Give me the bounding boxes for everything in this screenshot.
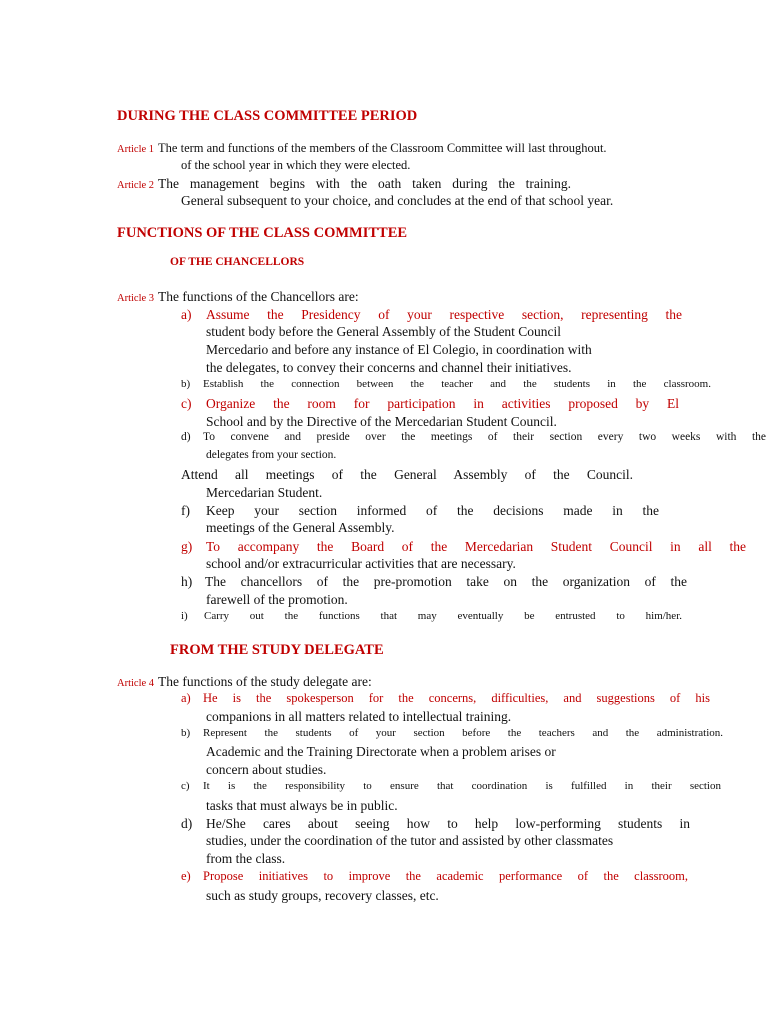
art4-item-b-marker: b) <box>181 727 191 739</box>
art3-item-a-line-1: Assume the Presidency of your respective section, representing the <box>206 308 682 322</box>
art3-item-f-line-1: Keep your section informed of the decisions made in the <box>206 504 659 518</box>
art4-item-b-line-1: Represent the students of your section before the teachers and the administration. <box>203 728 723 739</box>
art4-item-e-marker: e) <box>181 869 191 883</box>
art4-item-c-marker: c) <box>181 780 190 792</box>
art4-item-b-line-2: Academic and the Training Directorate when a problem arises or <box>206 744 556 759</box>
article-2-line-1 <box>117 177 571 192</box>
art3-item-g-marker: g) <box>181 539 193 554</box>
art4-item-d-line-2: studies, under the coordination of the tutor and assisted by other classmates <box>206 833 614 848</box>
art3-item-h-line-1: The chancellors of the pre-promotion take on the organization of the <box>205 575 687 589</box>
article-4-intro <box>117 675 372 690</box>
art4-item-b-line-3: concern about studies. <box>206 762 327 777</box>
art3-item-a-marker: a) <box>181 307 192 322</box>
heading-chancellors: OF THE CHANCELLORS <box>170 256 305 268</box>
art3-item-d-line-1: To convene and preside over the meetings of their section every two weeks with the <box>203 432 766 443</box>
article-1-line-2: of the school year in which they were elected. <box>181 158 411 172</box>
article-3-intro <box>117 290 359 305</box>
art3-item-f-line-2: meetings of the General Assembly. <box>206 520 395 535</box>
article-2-line-2: General subsequent to your choice, and concludes at the end of that school year. <box>181 193 614 208</box>
art4-item-a-line-1: He is the spokesperson for the concerns, difficulties, and suggestions of his <box>203 692 710 705</box>
art3-item-c-marker: c) <box>181 396 192 411</box>
art3-item-h-line-2: farewell of the promotion. <box>206 592 348 607</box>
art3-item-g-line-1: To accompany the Board of the Mercedarian Student Council in all the <box>206 540 746 554</box>
art4-item-e-line-1: Propose initiatives to improve the academic performance of the classroom, <box>203 870 688 883</box>
article-3-label: Article 3 <box>117 293 155 304</box>
art3-item-e-line-1: Attend all meetings of the General Assembly of the Council. <box>181 468 633 482</box>
art3-item-e-line-2: Mercedarian Student. <box>206 485 323 500</box>
article-3-intro-text: The functions of the Chancellors are: <box>158 289 359 304</box>
art3-item-f-marker: f) <box>181 503 190 518</box>
art3-item-i-marker: i) <box>181 610 188 622</box>
art4-item-d-line-3: from the class. <box>206 851 286 866</box>
article-4-intro-text: The functions of the study delegate are: <box>158 674 372 689</box>
art4-item-c-line-2: tasks that must always be in public. <box>206 798 398 813</box>
art3-item-c-line-2: School and by the Directive of the Mercedarian Student Council. <box>206 414 557 429</box>
art3-item-g-line-2: school and/or extracurricular activities that are necessary. <box>206 556 516 571</box>
art3-item-b-marker: b) <box>181 378 191 390</box>
art3-item-i-line-1: Carry out the functions that may eventually be entrusted to him/her. <box>204 611 682 622</box>
heading-functions-class-committee: FUNCTIONS OF THE CLASS COMMITTEE <box>117 225 408 241</box>
article-2-text-1: The management begins with the oath taken during the training. <box>158 177 572 191</box>
art3-item-h-marker: h) <box>181 574 193 589</box>
art3-item-a-line-2: student body before the General Assembly of the Student Council <box>206 324 562 339</box>
article-4-label: Article 4 <box>117 678 155 689</box>
art3-item-b-line-1: Establish the connection between the teacher and the students in the classroom. <box>203 379 711 390</box>
article-1-line-1 <box>117 142 607 156</box>
article-1-text-1: The term and functions of the members of the Classroom Committee will last throughout. <box>158 141 607 155</box>
art4-item-c-line-1: It is the responsibility to ensure that coordination is fulfilled in their section <box>203 781 721 792</box>
art3-item-a-line-3: Mercedario and before any instance of El Colegio, in coordination with <box>206 342 592 357</box>
art3-item-a-line-4: the delegates, to convey their concerns and channel their initiatives. <box>206 360 572 375</box>
art4-item-d-line-1: He/She cares about seeing how to help low-performing students in <box>206 817 690 831</box>
heading-study-delegate: FROM THE STUDY DELEGATE <box>170 642 384 658</box>
article-2-label: Article 2 <box>117 180 155 191</box>
art4-item-e-line-2: such as study groups, recovery classes, etc. <box>206 888 439 903</box>
heading-class-committee-period: DURING THE CLASS COMMITTEE PERIOD <box>117 108 418 124</box>
art3-item-c-line-1: Organize the room for participation in activities proposed by El <box>206 397 679 411</box>
art3-item-d-marker: d) <box>181 431 191 443</box>
art4-item-d-marker: d) <box>181 816 193 831</box>
art4-item-a-marker: a) <box>181 691 191 705</box>
art4-item-a-line-2: companions in all matters related to intellectual training. <box>206 709 512 724</box>
art3-item-d-line-2: delegates from your section. <box>206 449 337 461</box>
article-1-label: Article 1 <box>117 144 155 155</box>
